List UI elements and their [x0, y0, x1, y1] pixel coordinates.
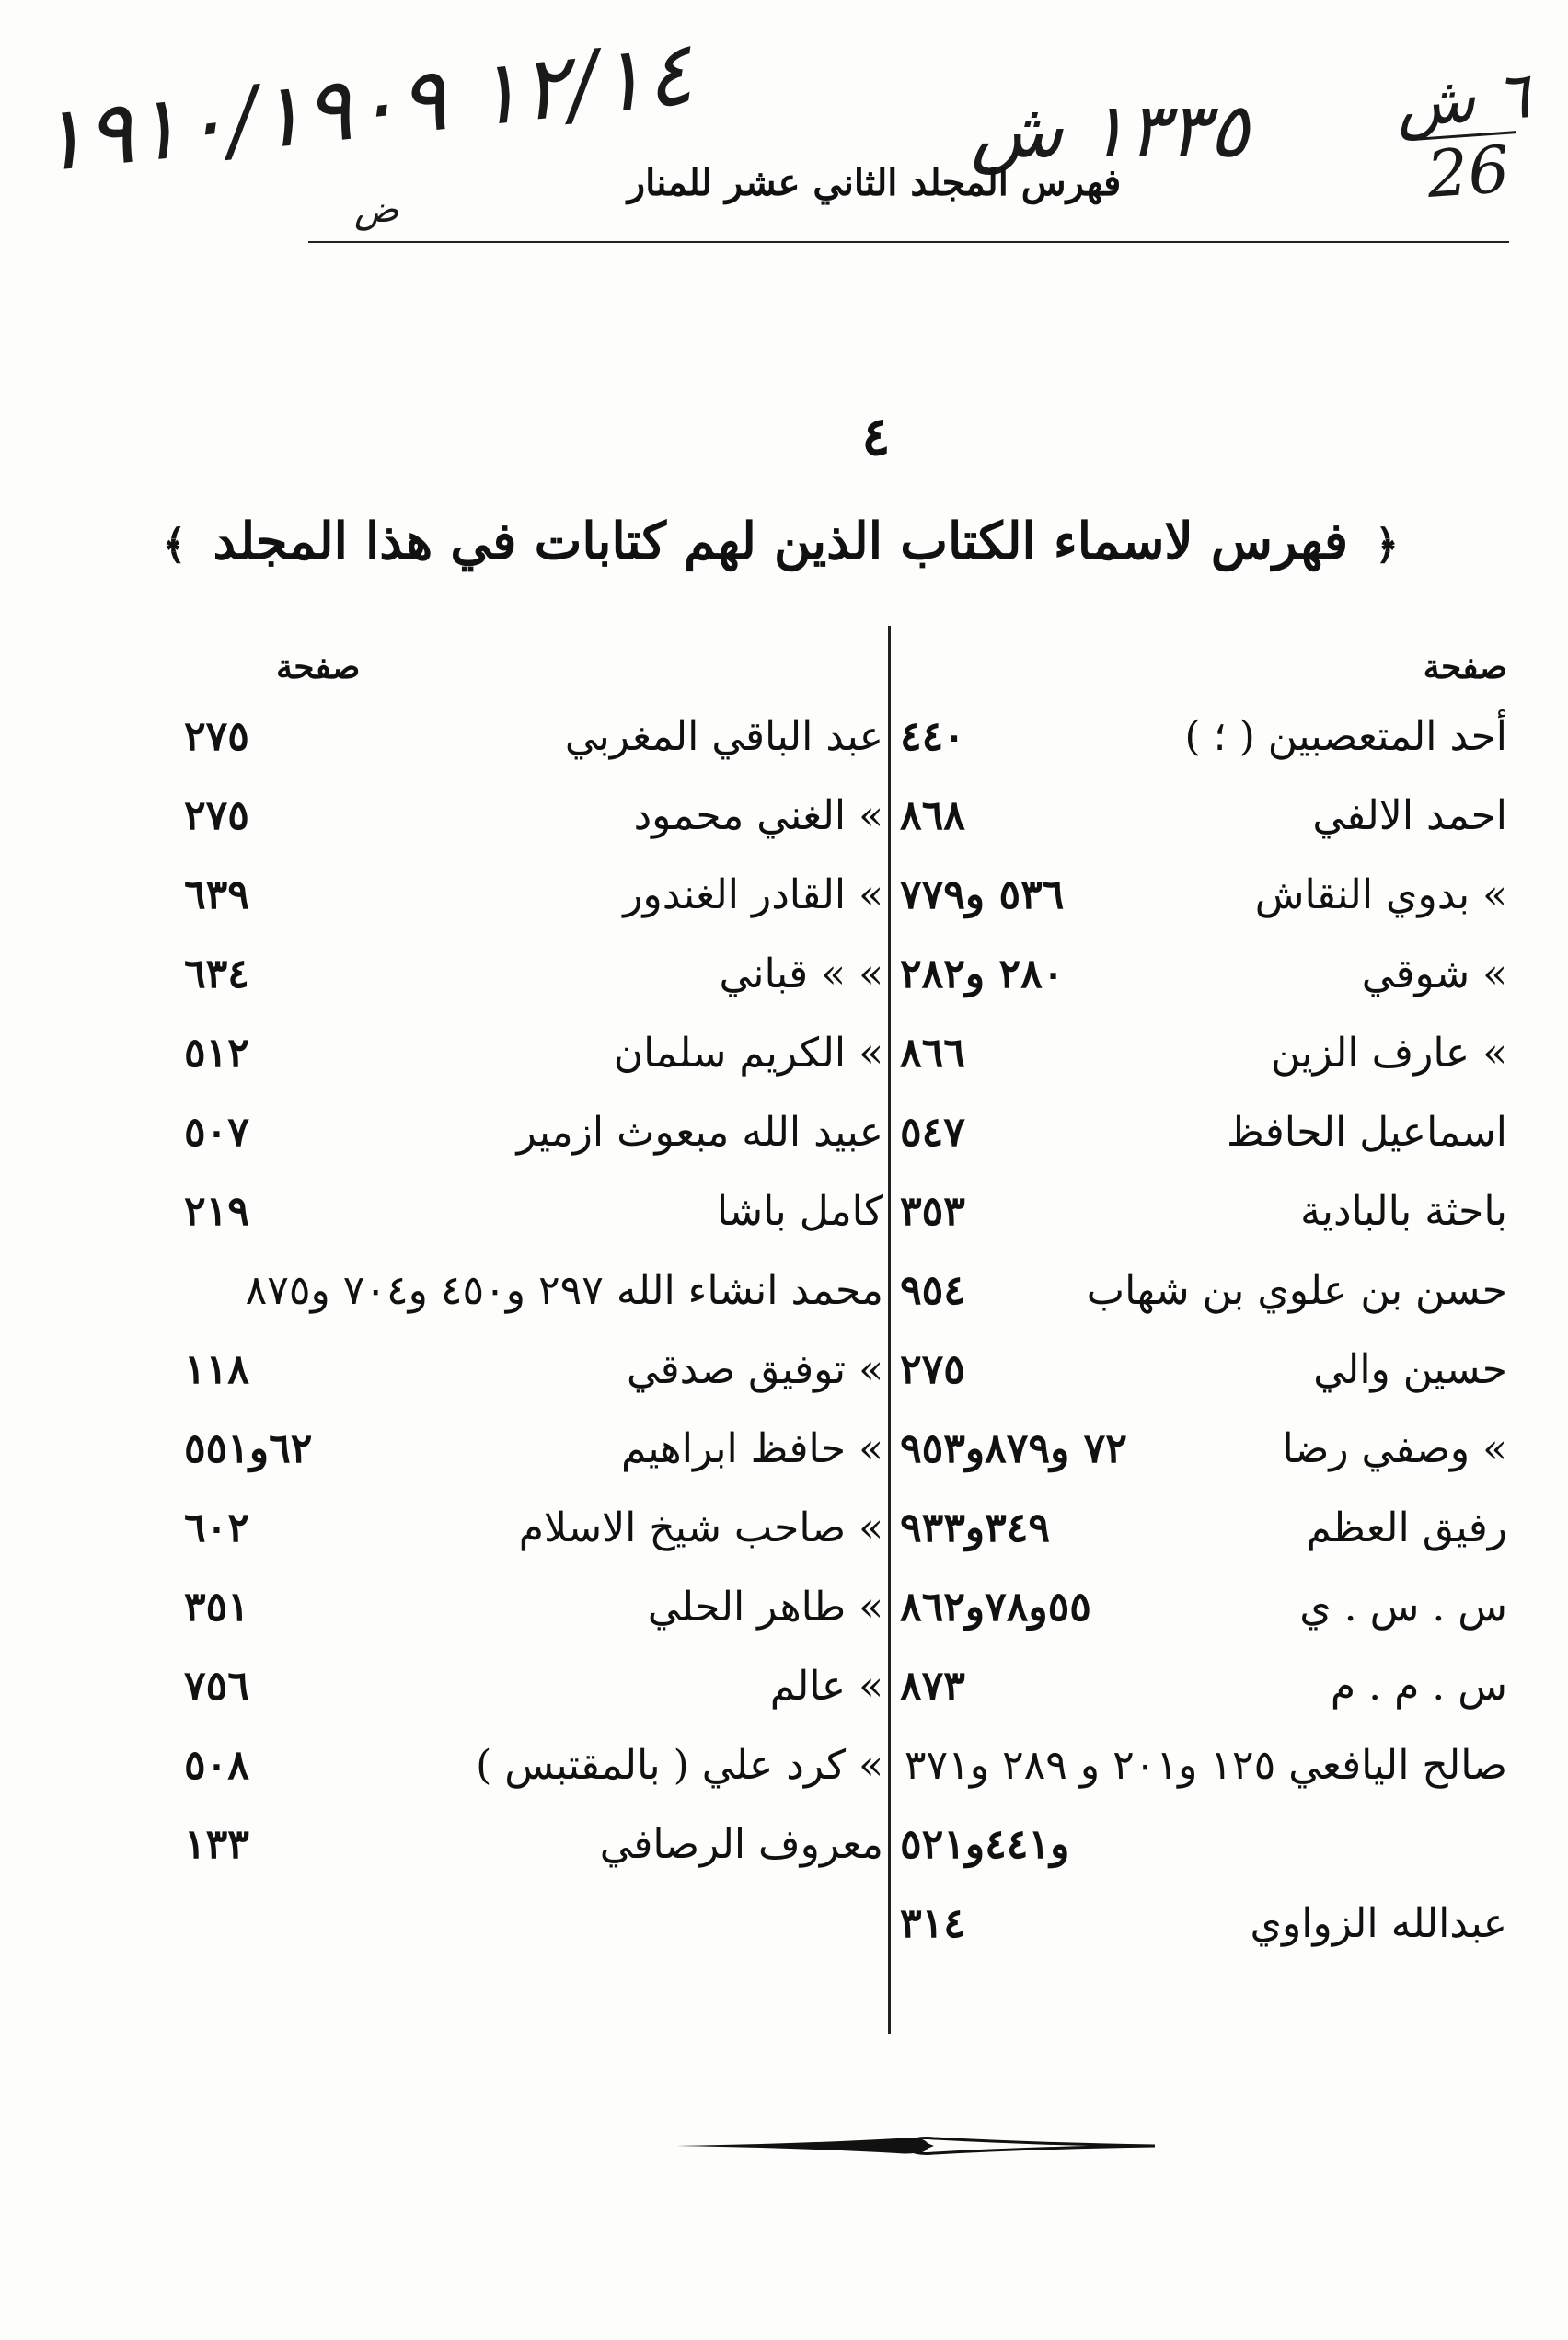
index-entry: [184, 1346, 883, 1425]
index-entry: [900, 1663, 1507, 1742]
author-name: عبدالله الزواوي: [1250, 1900, 1507, 1947]
author-name: عبد الباقي المغربي: [564, 713, 883, 760]
index-entry: [184, 1188, 883, 1267]
author-name: » شوقي: [1361, 951, 1507, 997]
index-entry: [184, 1030, 883, 1109]
author-name: » وصفي رضا: [1282, 1425, 1507, 1472]
handwritten-year-annotation: ١٣٣٥ ش: [971, 87, 1250, 175]
left-entries: [184, 713, 883, 1900]
author-name: عبيد الله مبعوث ازمير: [516, 1109, 883, 1156]
page-reference: ٨٦٨: [900, 792, 965, 839]
index-entry: [184, 792, 883, 871]
page-reference: ٥٠٨: [184, 1742, 249, 1789]
author-name: » كرد علي ( بالمقتبس ): [476, 1742, 883, 1789]
page-reference: ٥٣٦ و٧٧٩: [900, 871, 1065, 918]
right-entries: [900, 713, 1507, 1979]
page-reference: ١٣٣: [184, 1821, 249, 1868]
page-reference: ٥٠٧: [184, 1109, 249, 1156]
author-name: كامل باشا: [716, 1188, 883, 1235]
index-entry: [184, 1821, 883, 1900]
author-name: باحثة بالبادية: [1300, 1188, 1507, 1235]
page-reference: ٩٥٤: [900, 1267, 965, 1314]
index-entry: [900, 1346, 1507, 1425]
index-entry: [900, 1504, 1507, 1584]
author-name: » عارف الزين: [1270, 1030, 1507, 1077]
handwritten-volume-annotation: [1393, 57, 1538, 213]
end-ornament-rule: [676, 2135, 1155, 2157]
page-reference: ٣٤٩و٩٣٣: [900, 1504, 1051, 1551]
index-entry: [184, 871, 883, 951]
index-entry: [184, 951, 883, 1030]
page-reference: ٥١٢: [184, 1030, 249, 1077]
index-entry: [184, 1663, 883, 1742]
author-name: » الكريم سلمان: [613, 1030, 883, 1077]
index-entry: [184, 1504, 883, 1584]
author-name: س . م . م: [1330, 1663, 1507, 1710]
index-column-right: [900, 640, 1507, 1979]
index-entry: [184, 1584, 883, 1663]
author-name: أحد المتعصبين ( ؛ ): [1184, 713, 1507, 760]
author-name: محمد انشاء الله ٢٩٧ و٤٥٠ و٧٠٤ و٨٧٥: [245, 1267, 883, 1314]
column-divider: [888, 626, 891, 2034]
page-reference: ٣١٤: [900, 1900, 965, 1947]
index-entry: [900, 1109, 1507, 1188]
index-column-left: [184, 640, 883, 1900]
page-reference: ٢٨٠ و٢٨٢: [900, 951, 1065, 997]
page-reference: ٥٤٧: [900, 1109, 965, 1156]
section-title-text: فهرس لاسماء الكتاب الذين لهم كتابات في هذا المجلد: [213, 511, 1349, 571]
author-name: س . س . ي: [1299, 1584, 1507, 1631]
author-name: اسماعيل الحافظ: [1226, 1109, 1507, 1156]
page-reference: و٤٤١و٥٢١: [900, 1821, 1070, 1868]
page-reference: ٦٣٩: [184, 871, 249, 918]
author-name: » القادر الغندور: [623, 871, 883, 918]
section-title: [162, 511, 1408, 571]
index-entry: [245, 1267, 883, 1346]
page-reference: ٨٧٣: [900, 1663, 965, 1710]
index-entry: [900, 1030, 1507, 1109]
author-name: معروف الرصافي: [599, 1821, 883, 1868]
author-name: » عالم: [769, 1663, 883, 1710]
header-rule: [308, 241, 1509, 243]
page-reference: ٨٦٦: [900, 1030, 965, 1077]
page-reference: ١١٨: [184, 1346, 249, 1393]
running-header: فهرس المجلد الثاني عشر للمنار: [627, 161, 1122, 204]
ornament-left-icon: ﴾: [162, 522, 187, 569]
page-reference: ٢٧٥: [184, 792, 249, 839]
index-entry: [184, 1109, 883, 1188]
page-reference: ٦٣٤: [184, 951, 249, 997]
index-entry: [184, 1742, 883, 1821]
author-name: حسين والي: [1313, 1346, 1507, 1393]
index-entry: [900, 1900, 1507, 1979]
author-name: صالح اليافعي ١٢٥ و٢٠١ و ٢٨٩ و٣٧١: [904, 1742, 1507, 1789]
index-entry: [900, 1267, 1507, 1346]
author-name: » الغني محمود: [633, 792, 883, 839]
page-reference: ٧٥٦: [184, 1663, 249, 1710]
author-name: » طاهر الحلي: [647, 1584, 883, 1631]
author-name: رفيق العظم: [1306, 1504, 1507, 1551]
author-name: احمد الالفي: [1312, 792, 1507, 839]
index-entry: [900, 713, 1507, 792]
page-reference: ٢٧٥: [184, 713, 249, 760]
page-label-left: صفحة: [276, 648, 361, 686]
author-name: » بدوي النقاش: [1254, 871, 1507, 918]
author-name: » حافظ ابراهيم: [620, 1425, 883, 1472]
page-reference: ٢١٩: [184, 1188, 249, 1235]
author-name: » صاحب شيخ الاسلام: [518, 1504, 883, 1551]
page-number: ٤: [861, 405, 891, 467]
handwritten-volume-bottom: 26: [1424, 131, 1512, 213]
page-label-right: صفحة: [1423, 648, 1507, 686]
page-reference: ٣٥١: [184, 1584, 249, 1631]
page-reference: ٤٤٠: [900, 713, 965, 760]
handwritten-date-annotation: ١٢/١٤ ١٩١٠/١٩٠٩: [33, 20, 698, 193]
page-reference: ٥٥و٧٨و٨٦٢: [900, 1584, 1091, 1631]
page-reference: ٧٢ و٨٧٩و٩٥٣: [900, 1425, 1127, 1472]
page-reference: ٢٧٥: [900, 1346, 965, 1393]
author-name: » » قباني: [719, 951, 883, 997]
page-reference: ٦٢و٥٥١: [184, 1425, 313, 1472]
page-reference: ٦٠٢: [184, 1504, 249, 1551]
handwritten-mark: ض: [354, 189, 399, 231]
author-name: » توفيق صدقي: [626, 1346, 883, 1393]
index-entry: [184, 713, 883, 792]
index-entry: [900, 1425, 1507, 1504]
index-entry: [900, 1584, 1507, 1663]
handwritten-volume-top: ٦ ش: [1393, 57, 1533, 143]
index-entry: [184, 1425, 883, 1504]
index-entry: [900, 1742, 1507, 1821]
author-name: حسن بن علوي بن شهاب: [1086, 1267, 1507, 1314]
index-entry: [900, 951, 1507, 1030]
index-entry: [900, 1188, 1507, 1267]
ornament-right-icon: ﴿: [1375, 522, 1399, 569]
index-entry: [900, 792, 1507, 871]
page-reference: ٣٥٣: [900, 1188, 965, 1235]
index-entry: [900, 871, 1507, 951]
index-entry: [900, 1821, 1507, 1900]
